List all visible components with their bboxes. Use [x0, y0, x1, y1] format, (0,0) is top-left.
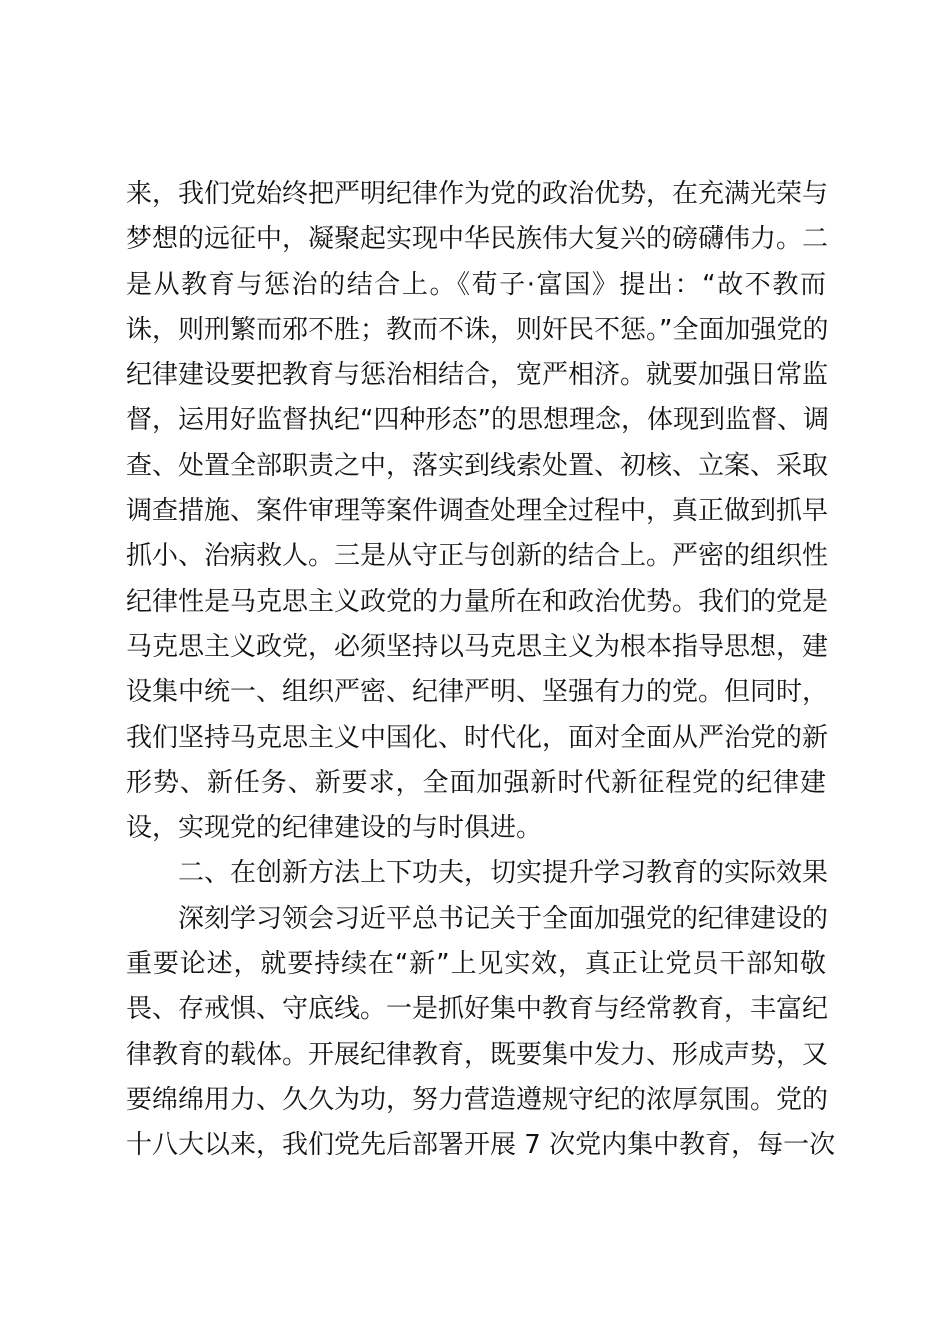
text-line: 抓小、治病救人。三是从守正与创新的结合上。严密的组织性	[126, 541, 829, 572]
text-line: 诛，则刑繁而邪不胜；教而不诛，则奸民不惩。”全面加强党的	[126, 314, 829, 345]
text-line: 设集中统一、组织严密、纪律严明、坚强有力的党。但同时，	[126, 677, 829, 708]
text-line: 纪律性是马克思主义政党的力量所在和政治优势。我们的党是	[126, 586, 829, 617]
text-line: 我们坚持马克思主义中国化、时代化，面对全面从严治党的新	[126, 722, 829, 753]
text-line: 纪律建设要把教育与惩治相结合，宽严相济。就要加强日常监	[126, 360, 829, 391]
section-heading: 二、在创新方法上下功夫，切实提升学习教育的实际效果	[178, 858, 829, 889]
text-line: 畏、存戒惧、守底线。一是抓好集中教育与经常教育，丰富纪	[126, 994, 829, 1025]
text-line: 调查措施、案件审理等案件调查处理全过程中，真正做到抓早	[126, 496, 829, 527]
text-line: 要绵绵用力、久久为功，努力营造遵规守纪的浓厚氛围。党的	[126, 1084, 829, 1115]
text-line: 是从教育与惩治的结合上。《荀子·富国》提出：“故不教而	[126, 269, 826, 300]
text-line: 来，我们党始终把严明纪律作为党的政治优势，在充满光荣与	[126, 179, 829, 209]
text-line: 梦想的远征中，凝聚起实现中华民族伟大复兴的磅礴伟力。二	[126, 224, 829, 255]
text-line: 深刻学习领会习近平总书记关于全面加强党的纪律建设的	[178, 903, 829, 934]
text-line: 查、处置全部职责之中，落实到线索处置、初核、立案、采取	[126, 450, 829, 481]
body-text	[126, 172, 836, 1169]
text-line: 督，运用好监督执纪“四种形态”的思想理念，体现到监督、调	[126, 405, 829, 436]
paragraph-end-line: 设，实现党的纪律建设的与时俱进。	[126, 813, 543, 844]
text-line: 马克思主义政党，必须坚持以马克思主义为根本指导思想，建	[126, 631, 829, 662]
text-line: 十八大以来，我们党先后部署开展 7 次党内集中教育，每一次	[126, 1130, 836, 1161]
text-line: 形势、新任务、新要求，全面加强新时代新征程党的纪律建	[126, 767, 826, 798]
text-line: 重要论述，就要持续在“新”上见实效，真正让党员干部知敬	[126, 949, 826, 980]
text-line: 律教育的载体。开展纪律教育，既要集中发力、形成声势，又	[126, 1039, 829, 1070]
